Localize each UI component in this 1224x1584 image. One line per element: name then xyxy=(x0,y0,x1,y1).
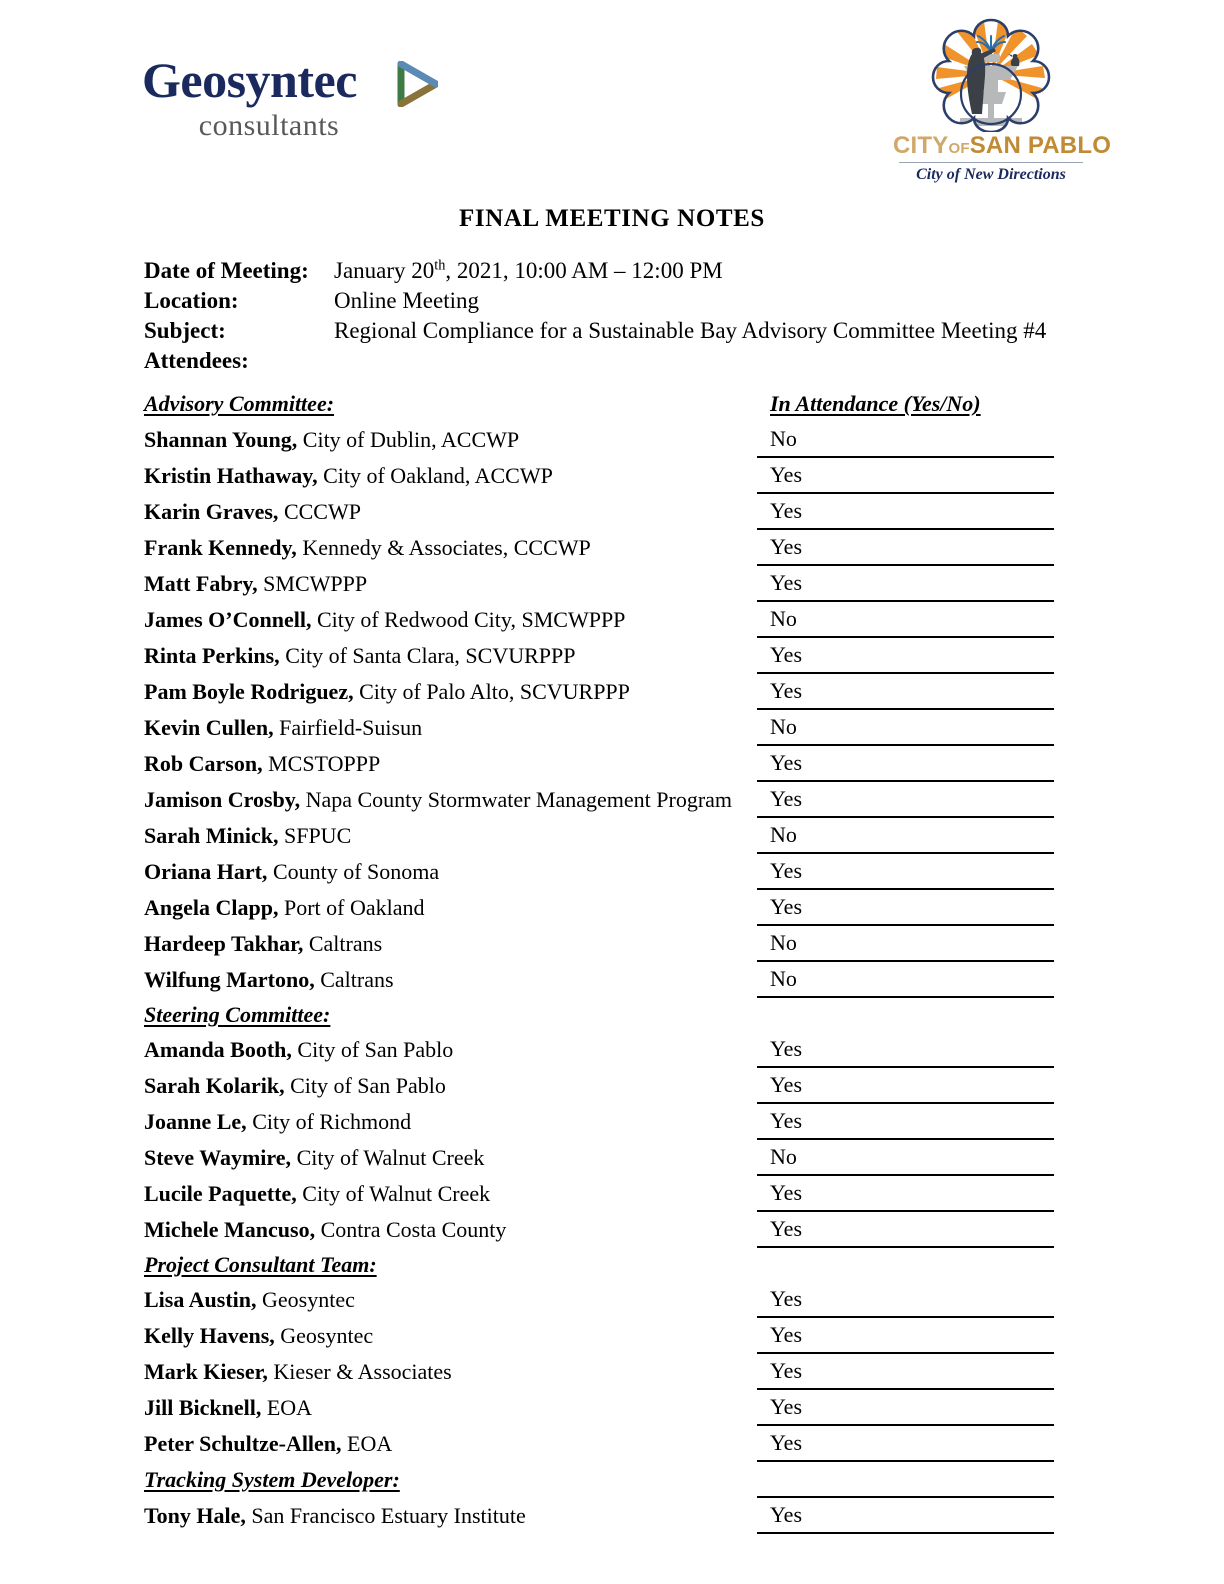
section-label-cell xyxy=(144,386,757,422)
attendee-name: Hardeep Takhar, xyxy=(144,931,304,956)
meta-row-attendees xyxy=(144,348,1104,378)
attendee-name-cell xyxy=(144,1317,757,1353)
geosyntec-wordmark xyxy=(142,52,442,108)
attendee-affiliation: Caltrans xyxy=(303,931,383,956)
meta-row-location xyxy=(144,288,1104,318)
section-header-row xyxy=(144,1461,1054,1497)
attendance-value: No xyxy=(770,966,797,991)
attendance-cell xyxy=(757,817,1054,853)
attendee-affiliation: City of San Pablo xyxy=(291,1037,454,1062)
attendee-name-cell xyxy=(144,1389,757,1425)
table-row xyxy=(144,1211,1054,1247)
attendance-value: Yes xyxy=(770,858,803,883)
attendance-value: No xyxy=(770,930,797,955)
attendance-cell xyxy=(757,493,1054,529)
attendee-name: Shannan Young, xyxy=(144,427,298,452)
table-row xyxy=(144,1425,1054,1461)
attendance-value: Yes xyxy=(770,678,803,703)
attendee-name-cell xyxy=(144,529,757,565)
attendee-affiliation: Geosyntec xyxy=(274,1323,374,1348)
meta-value-date-ordinal: th xyxy=(434,257,446,274)
san-pablo-city-word: CITY xyxy=(893,132,949,159)
attendance-cell xyxy=(757,1032,1054,1067)
attendee-name: Tony Hale, xyxy=(144,1503,246,1528)
attendee-affiliation: County of Sonoma xyxy=(267,859,440,884)
attendee-name-cell xyxy=(144,493,757,529)
attendee-affiliation: MCSTOPPP xyxy=(262,751,381,776)
attendee-affiliation: Fairfield-Suisun xyxy=(273,715,423,740)
attendance-cell xyxy=(757,1461,1054,1497)
attendance-value: Yes xyxy=(770,462,803,487)
attendance-cell xyxy=(757,422,1054,457)
triangle-play-arrow-icon xyxy=(396,61,438,107)
attendance-column-header: In Attendance (Yes/No) xyxy=(770,391,981,416)
attendance-value: Yes xyxy=(770,1502,803,1527)
attendee-name: Jill Bicknell, xyxy=(144,1395,262,1420)
attendance-cell xyxy=(757,961,1054,997)
attendee-name-cell xyxy=(144,637,757,673)
attendee-name-cell xyxy=(144,817,757,853)
table-row xyxy=(144,457,1054,493)
attendee-affiliation: City of Redwood City, SMCWPPP xyxy=(311,607,626,632)
attendee-name: Lucile Paquette, xyxy=(144,1181,297,1206)
table-row xyxy=(144,1139,1054,1175)
attendee-affiliation: City of Oakland, ACCWP xyxy=(317,463,553,488)
attendance-cell xyxy=(757,1067,1054,1103)
attendance-value: Yes xyxy=(770,1358,803,1383)
attendance-cell xyxy=(757,1282,1054,1317)
table-row xyxy=(144,745,1054,781)
san-pablo-tagline: City of New Directions xyxy=(916,166,1066,183)
attendance-cell xyxy=(757,637,1054,673)
table-row xyxy=(144,529,1054,565)
table-row xyxy=(144,422,1054,457)
attendance-value: Yes xyxy=(770,750,803,775)
meta-label-location: Location: xyxy=(144,288,239,313)
table-row xyxy=(144,709,1054,745)
table-row xyxy=(144,889,1054,925)
attendance-cell xyxy=(757,1497,1054,1533)
meta-label-date: Date of Meeting: xyxy=(144,258,309,283)
attendance-cell xyxy=(757,889,1054,925)
attendee-name: Angela Clapp, xyxy=(144,895,279,920)
attendee-name-cell xyxy=(144,565,757,601)
attendance-cell xyxy=(757,1103,1054,1139)
attendance-cell xyxy=(757,1247,1054,1282)
section-label: Steering Committee: xyxy=(144,1002,331,1027)
table-row xyxy=(144,1175,1054,1211)
attendee-name: Steve Waymire, xyxy=(144,1145,292,1170)
attendee-name: Kelly Havens, xyxy=(144,1323,275,1348)
attendee-name: Peter Schultze-Allen, xyxy=(144,1431,342,1456)
attendance-value: Yes xyxy=(770,570,803,595)
attendee-name-cell xyxy=(144,601,757,637)
section-label: Tracking System Developer: xyxy=(144,1467,400,1492)
attendee-name-cell xyxy=(144,925,757,961)
attendee-name: Matt Fabry, xyxy=(144,571,258,596)
attendee-affiliation: Caltrans xyxy=(314,967,394,992)
attendee-affiliation: City of Walnut Creek xyxy=(291,1145,485,1170)
attendee-affiliation: San Francisco Estuary Institute xyxy=(245,1503,526,1528)
attendee-name-cell xyxy=(144,1425,757,1461)
attendee-name: Kevin Cullen, xyxy=(144,715,274,740)
table-row xyxy=(144,601,1054,637)
table-row xyxy=(144,1353,1054,1389)
attendee-affiliation: City of San Pablo xyxy=(284,1073,446,1098)
attendance-value: Yes xyxy=(770,1072,803,1097)
attendee-name-cell xyxy=(144,1211,757,1247)
attendee-name: James O’Connell, xyxy=(144,607,312,632)
attendee-affiliation: Contra Costa County xyxy=(315,1217,507,1242)
attendance-cell xyxy=(757,1211,1054,1247)
attendee-name-cell xyxy=(144,961,757,997)
logo-band xyxy=(0,0,1224,190)
attendee-table-body xyxy=(144,386,1054,1533)
section-header-row xyxy=(144,386,1054,422)
attendee-name: Frank Kennedy, xyxy=(144,535,297,560)
attendance-value: Yes xyxy=(770,1286,803,1311)
attendee-name-cell xyxy=(144,673,757,709)
meta-label-subject: Subject: xyxy=(144,318,226,343)
table-row xyxy=(144,1389,1054,1425)
attendance-value: Yes xyxy=(770,1322,803,1347)
table-row xyxy=(144,961,1054,997)
attendance-value: No xyxy=(770,426,797,451)
san-pablo-name xyxy=(893,132,1112,159)
attendance-cell xyxy=(757,997,1054,1032)
section-header-row xyxy=(144,1247,1054,1282)
attendee-name-cell xyxy=(144,457,757,493)
attendee-affiliation: Port of Oakland xyxy=(278,895,425,920)
attendee-name-cell xyxy=(144,1067,757,1103)
san-pablo-logo xyxy=(893,14,1112,184)
meta-value-date-post: , 2021, 10:00 AM – 12:00 PM xyxy=(445,258,723,283)
table-row xyxy=(144,817,1054,853)
attendee-name-cell xyxy=(144,1175,757,1211)
attendee-affiliation: City of Richmond xyxy=(246,1109,412,1134)
section-label-cell xyxy=(144,1247,757,1282)
attendee-name-cell xyxy=(144,1103,757,1139)
table-row xyxy=(144,1067,1054,1103)
attendance-value: Yes xyxy=(770,534,803,559)
attendance-cell xyxy=(757,925,1054,961)
attendee-name-cell xyxy=(144,889,757,925)
table-row xyxy=(144,1103,1054,1139)
attendance-value: No xyxy=(770,1144,797,1169)
attendance-value: No xyxy=(770,822,797,847)
attendee-name-cell xyxy=(144,745,757,781)
table-row xyxy=(144,673,1054,709)
attendance-cell xyxy=(757,1317,1054,1353)
attendee-affiliation: City of Santa Clara, SCVURPPP xyxy=(279,643,576,668)
quatrefoil-fountain-emblem-icon xyxy=(916,14,1066,132)
attendee-name: Jamison Crosby, xyxy=(144,787,301,812)
attendee-name: Amanda Booth, xyxy=(144,1037,292,1062)
geosyntec-logo xyxy=(142,52,442,143)
table-row xyxy=(144,637,1054,673)
attendee-affiliation: Geosyntec xyxy=(256,1287,355,1312)
geosyntec-subtitle: consultants xyxy=(198,109,340,142)
section-label: Project Consultant Team: xyxy=(144,1252,377,1277)
attendee-name-cell xyxy=(144,1032,757,1067)
meta-label-attendees: Attendees: xyxy=(144,348,249,373)
table-row xyxy=(144,781,1054,817)
attendee-affiliation: EOA xyxy=(261,1395,313,1420)
attendance-cell xyxy=(757,673,1054,709)
section-label-cell xyxy=(144,1461,757,1497)
attendance-cell xyxy=(757,1425,1054,1461)
attendee-name: Oriana Hart, xyxy=(144,859,268,884)
table-row xyxy=(144,853,1054,889)
attendance-cell xyxy=(757,781,1054,817)
attendance-cell xyxy=(757,853,1054,889)
attendance-value: No xyxy=(770,606,797,631)
meta-value-date xyxy=(334,258,723,284)
table-row xyxy=(144,493,1054,529)
attendee-name: Kristin Hathaway, xyxy=(144,463,318,488)
table-row xyxy=(144,565,1054,601)
attendance-value: Yes xyxy=(770,1430,803,1455)
meta-value-subject: Regional Compliance for a Sustainable Bay Advisory Committee Meeting #4 xyxy=(334,318,1047,343)
table-row xyxy=(144,1317,1054,1353)
attendance-cell xyxy=(757,1175,1054,1211)
attendance-cell xyxy=(757,1389,1054,1425)
attendee-name-cell xyxy=(144,1353,757,1389)
attendance-value: Yes xyxy=(770,1394,803,1419)
attendee-name-cell xyxy=(144,853,757,889)
attendance-cell xyxy=(757,457,1054,493)
attendee-affiliation: Napa County Stormwater Management Program xyxy=(300,787,733,812)
attendee-name-cell xyxy=(144,1282,757,1317)
attendee-name: Wilfung Martono, xyxy=(144,967,315,992)
attendance-value: Yes xyxy=(770,498,803,523)
attendance-cell xyxy=(757,386,1054,422)
attendance-cell xyxy=(757,745,1054,781)
attendee-affiliation: SFPUC xyxy=(278,823,352,848)
meta-row-subject xyxy=(144,318,1104,348)
attendee-table xyxy=(144,386,1054,1534)
attendance-cell xyxy=(757,565,1054,601)
attendee-name-cell xyxy=(144,422,757,457)
meta-value-date-pre: January 20 xyxy=(334,258,435,283)
attendance-cell xyxy=(757,601,1054,637)
meta-value-location: Online Meeting xyxy=(334,288,479,313)
attendance-value: Yes xyxy=(770,1216,803,1241)
section-header-row xyxy=(144,997,1054,1032)
attendee-name-cell xyxy=(144,781,757,817)
attendee-affiliation: City of Dublin, ACCWP xyxy=(297,427,520,452)
attendance-value: Yes xyxy=(770,1180,803,1205)
attendee-name: Lisa Austin, xyxy=(144,1287,257,1312)
attendee-name: Rob Carson, xyxy=(144,751,263,776)
attendee-affiliation: Kieser & Associates xyxy=(267,1359,452,1384)
table-row xyxy=(144,1497,1054,1533)
attendee-name: Mark Kieser, xyxy=(144,1359,268,1384)
table-row xyxy=(144,1282,1054,1317)
attendance-cell xyxy=(757,709,1054,745)
geosyntec-wordmark-text: Geosyntec xyxy=(142,52,357,108)
attendee-name: Pam Boyle Rodriguez, xyxy=(144,679,354,704)
attendee-affiliation: Kennedy & Associates, CCCWP xyxy=(296,535,591,560)
page-title: FINAL MEETING NOTES xyxy=(459,205,765,232)
attendee-name-cell xyxy=(144,709,757,745)
attendee-name-cell xyxy=(144,1139,757,1175)
attendee-affiliation: SMCWPPP xyxy=(257,571,368,596)
attendance-cell xyxy=(757,1353,1054,1389)
meeting-meta-block xyxy=(144,258,1104,378)
meta-row-date xyxy=(144,258,1104,288)
section-label: Advisory Committee: xyxy=(144,391,335,416)
attendee-name-cell xyxy=(144,1497,757,1533)
attendee-name: Joanne Le, xyxy=(144,1109,247,1134)
attendee-affiliation: City of Walnut Creek xyxy=(296,1181,491,1206)
san-pablo-divider xyxy=(899,162,1083,163)
attendance-value: Yes xyxy=(770,894,803,919)
san-pablo-name-word: SAN PABLO xyxy=(969,132,1112,159)
table-row xyxy=(144,925,1054,961)
attendee-name: Michele Mancuso, xyxy=(144,1217,316,1242)
attendee-name: Sarah Minick, xyxy=(144,823,279,848)
attendance-cell xyxy=(757,1139,1054,1175)
attendance-value: Yes xyxy=(770,642,803,667)
attendance-cell xyxy=(757,529,1054,565)
attendance-value: No xyxy=(770,714,797,739)
attendee-name: Sarah Kolarik, xyxy=(144,1073,285,1098)
table-row xyxy=(144,1032,1054,1067)
attendee-affiliation: EOA xyxy=(341,1431,393,1456)
san-pablo-of-word: OF xyxy=(948,140,970,157)
section-label-cell xyxy=(144,997,757,1032)
attendance-value: Yes xyxy=(770,1036,803,1061)
attendee-name: Karin Graves, xyxy=(144,499,279,524)
attendee-affiliation: CCCWP xyxy=(278,499,361,524)
attendee-name: Rinta Perkins, xyxy=(144,643,280,668)
attendee-affiliation: City of Palo Alto, SCVURPPP xyxy=(353,679,630,704)
attendance-value: Yes xyxy=(770,1108,803,1133)
attendance-value: Yes xyxy=(770,786,803,811)
